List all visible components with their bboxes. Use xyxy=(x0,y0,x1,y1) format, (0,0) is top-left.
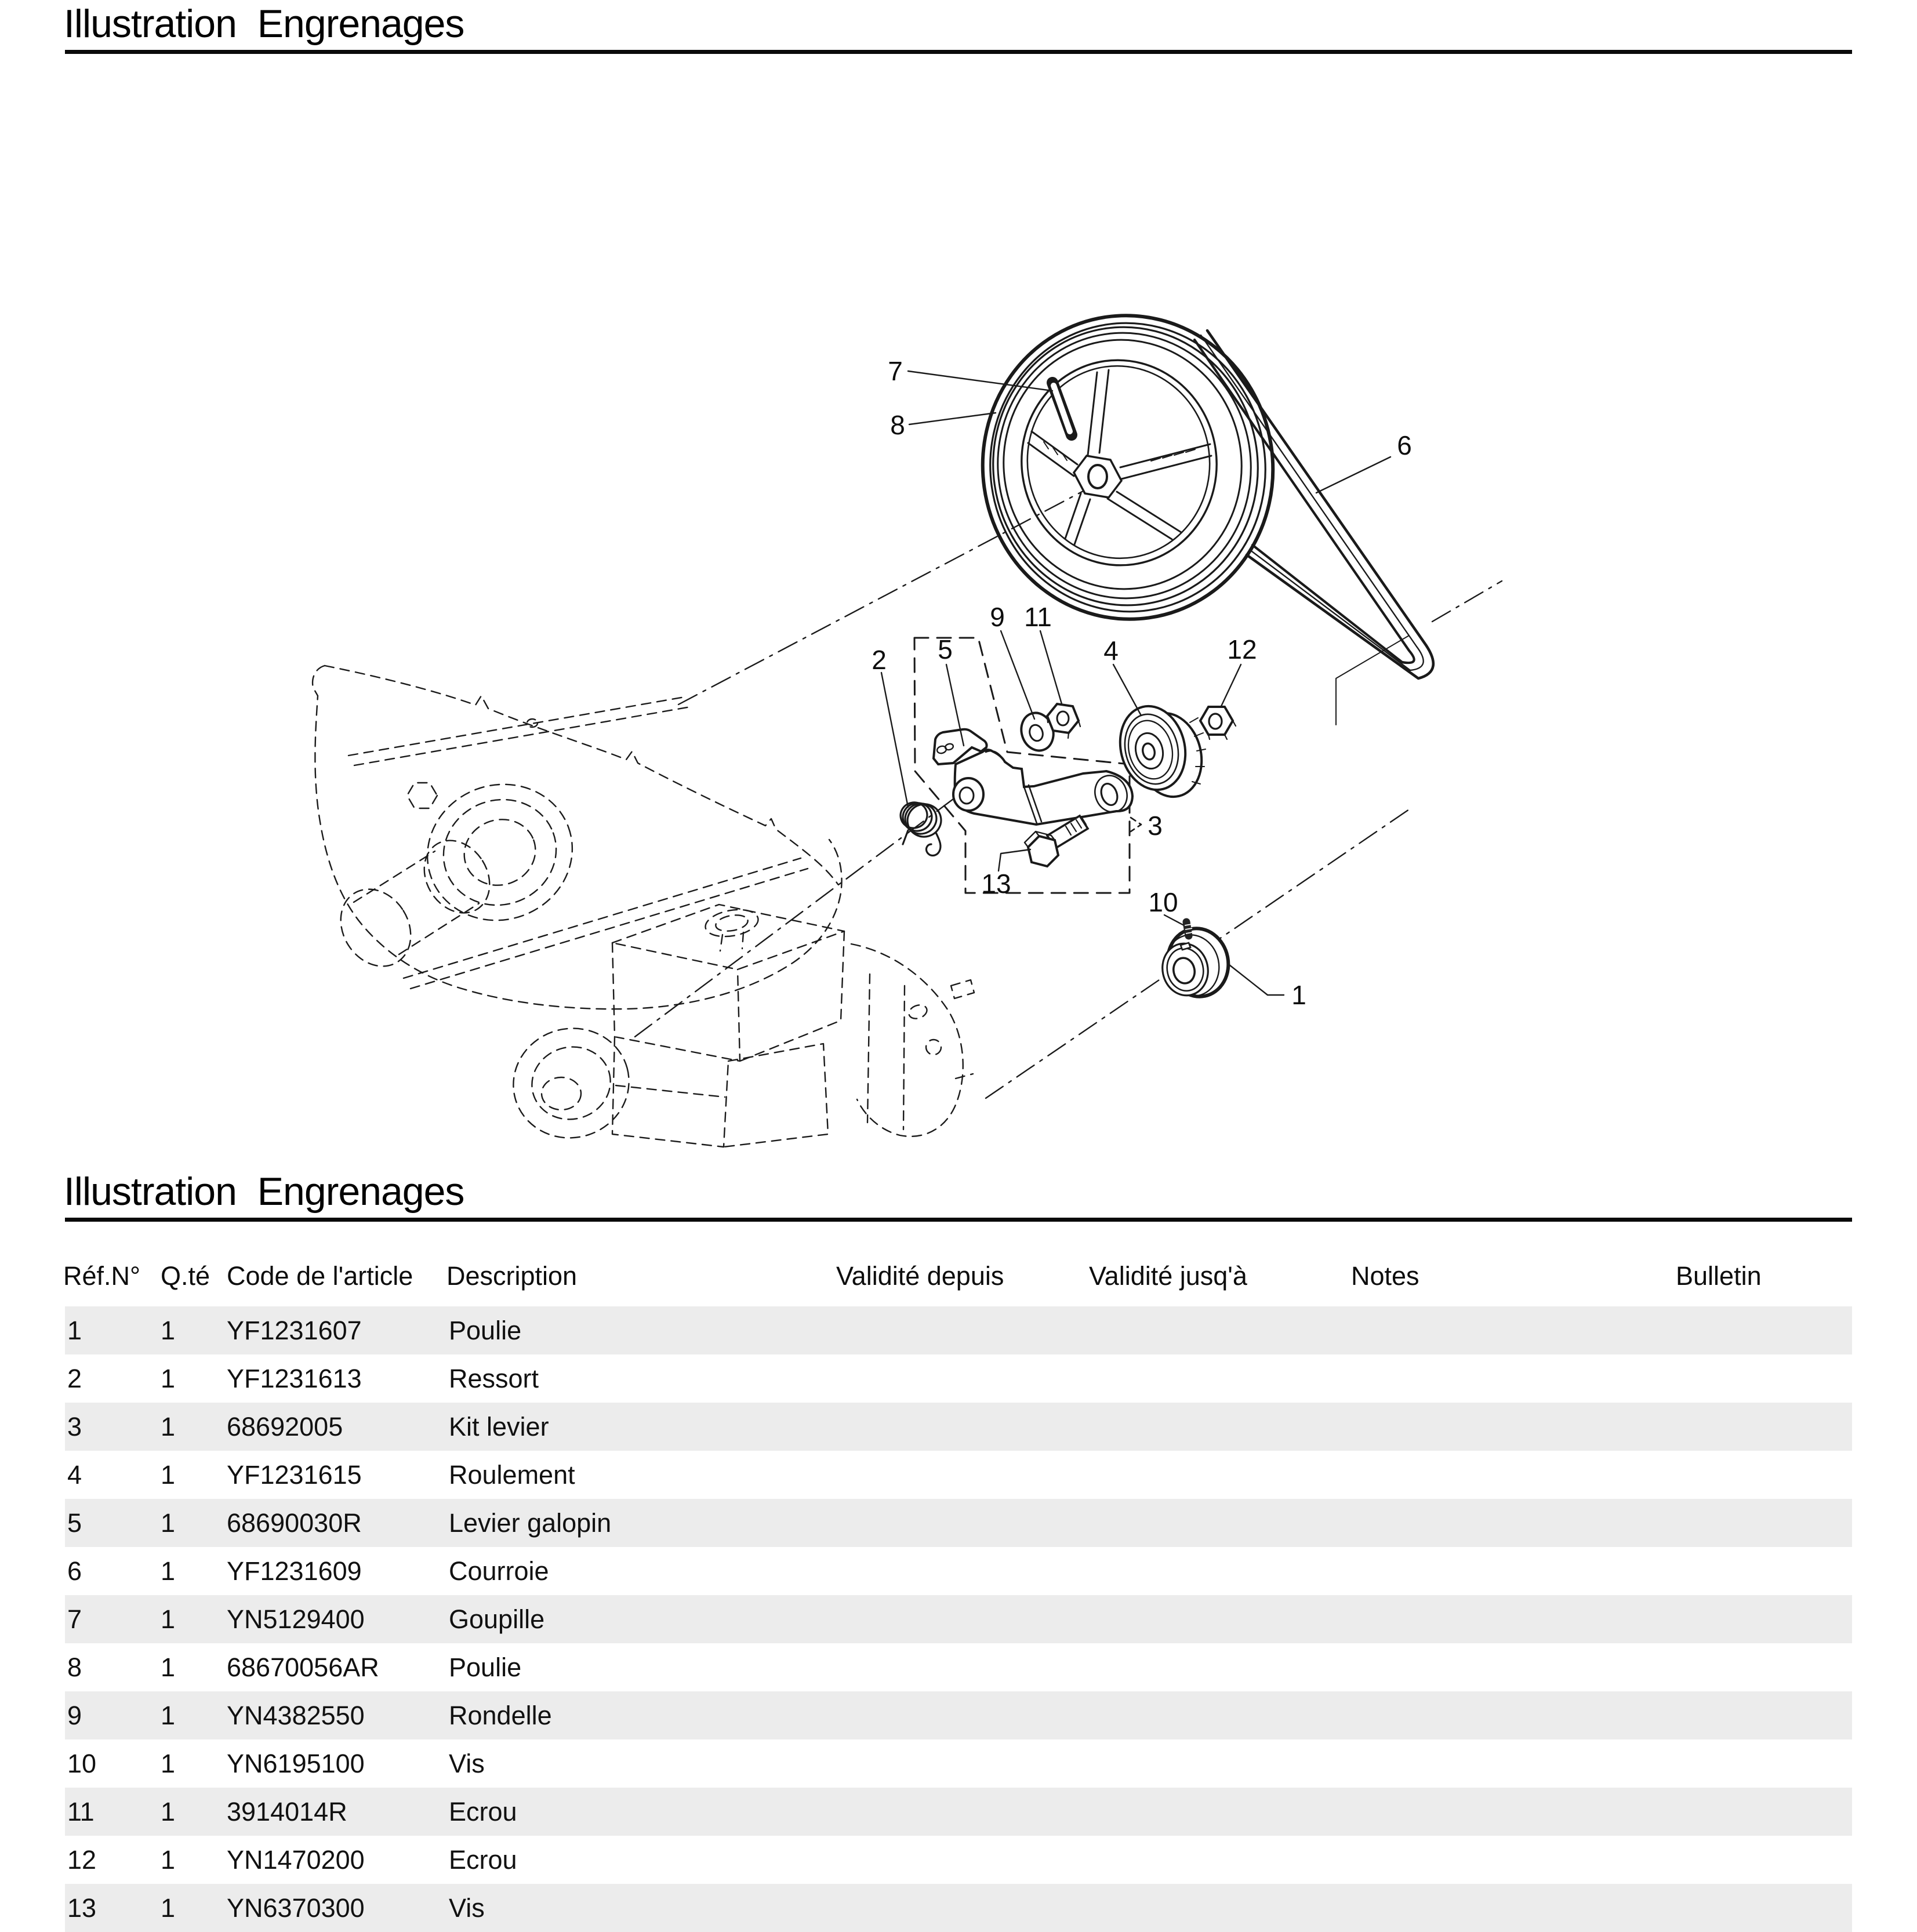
cell-qty: 1 xyxy=(161,1893,176,1923)
kit-box-outline xyxy=(914,638,1130,893)
cell-ref: 8 xyxy=(67,1653,82,1682)
cell-desc: Kit levier xyxy=(449,1412,549,1441)
cell-qty: 1 xyxy=(161,1653,176,1682)
hub-bore xyxy=(1088,465,1107,488)
cell-desc: Ecrou xyxy=(449,1797,517,1826)
cell-code: YN5129400 xyxy=(227,1604,365,1634)
callout-1: 1 xyxy=(1291,980,1306,1010)
callout-4: 4 xyxy=(1103,635,1119,666)
housing-ring-mid xyxy=(429,784,571,921)
leader-9 xyxy=(1001,631,1034,719)
callout-3: 3 xyxy=(1148,811,1163,841)
pin-7 xyxy=(1052,383,1072,435)
cell-desc: Ressort xyxy=(449,1364,539,1393)
flywheel-outer xyxy=(501,1015,641,1150)
cell-qty: 1 xyxy=(161,1604,176,1634)
table-row xyxy=(65,1643,1852,1691)
table-row xyxy=(65,1836,1852,1884)
spoke-hatching xyxy=(1044,442,1195,461)
leader-1 xyxy=(1229,965,1284,995)
cell-desc: Poulie xyxy=(449,1316,522,1345)
leader-13 xyxy=(999,849,1030,871)
cell-ref: 12 xyxy=(67,1845,97,1875)
fuel-cap-neck xyxy=(720,932,743,951)
belt-on-wheel-inner xyxy=(972,305,1284,629)
table-row xyxy=(65,1354,1852,1403)
cell-code: YN6370300 xyxy=(227,1893,365,1923)
crankcase-boss xyxy=(926,1040,941,1055)
reference-line xyxy=(1336,635,1409,725)
cell-ref: 9 xyxy=(67,1701,82,1730)
leader-8 xyxy=(909,413,996,424)
cell-desc: Roulement xyxy=(449,1460,575,1490)
cell-code: 3914014R xyxy=(227,1797,347,1826)
section-rule xyxy=(65,1218,1852,1222)
cell-desc: Poulie xyxy=(449,1653,522,1682)
table-row xyxy=(65,1691,1852,1739)
crankcase-ribs xyxy=(867,974,905,1130)
leader-2 xyxy=(881,673,908,807)
section-title: Illustration Engrenages xyxy=(64,1170,464,1214)
cell-qty: 1 xyxy=(161,1797,176,1826)
cell-qty: 1 xyxy=(161,1412,176,1441)
cell-desc: Goupille xyxy=(449,1604,545,1634)
cell-qty: 1 xyxy=(161,1364,176,1393)
pulley-8-wheel xyxy=(963,297,1292,638)
col-header-code: Code de l'article xyxy=(227,1261,413,1291)
cell-ref: 2 xyxy=(67,1364,82,1393)
fuel-cap-inner xyxy=(714,913,749,933)
table-row xyxy=(65,1451,1852,1499)
cell-qty: 1 xyxy=(161,1701,176,1730)
callout-2: 2 xyxy=(872,645,887,675)
cell-ref: 1 xyxy=(67,1316,82,1345)
callout-8: 8 xyxy=(890,410,905,440)
cell-desc: Courroie xyxy=(449,1556,549,1586)
cell-ref: 5 xyxy=(67,1508,82,1538)
fan-shroud-outline xyxy=(313,666,842,1009)
cell-qty: 1 xyxy=(161,1556,176,1586)
spring-leg xyxy=(903,830,908,844)
callout-10: 10 xyxy=(1148,887,1178,917)
cell-ref: 6 xyxy=(67,1556,82,1586)
cell-code: YF1231613 xyxy=(227,1364,362,1393)
cell-code: YF1231615 xyxy=(227,1460,362,1490)
table-row xyxy=(65,1884,1852,1932)
crankcase-port xyxy=(907,1003,929,1021)
table-row xyxy=(65,1547,1852,1595)
axis-engine-to-wheel xyxy=(678,481,1102,704)
shroud-top-edge xyxy=(325,666,838,884)
handle-tube-upper xyxy=(348,697,691,765)
cell-code: YF1231607 xyxy=(227,1316,362,1345)
cell-desc: Ecrou xyxy=(449,1845,517,1875)
cell-ref: 4 xyxy=(67,1460,82,1490)
callout-11: 11 xyxy=(1024,602,1052,632)
page-title: Illustration Engrenages xyxy=(64,2,464,46)
cell-code: 68670056AR xyxy=(227,1653,379,1682)
bracket-boss-bore xyxy=(960,787,974,804)
cell-ref: 11 xyxy=(67,1797,95,1826)
belt-on-wheel-outer xyxy=(963,297,1292,638)
cell-code: 68692005 xyxy=(227,1412,343,1441)
table-row xyxy=(65,1739,1852,1788)
cell-qty: 1 xyxy=(161,1508,176,1538)
cell-ref: 3 xyxy=(67,1412,82,1441)
axis-spring xyxy=(635,796,958,1037)
col-header-notes: Notes xyxy=(1351,1261,1419,1291)
cell-ref: 10 xyxy=(67,1749,97,1778)
engine-block xyxy=(612,1037,828,1147)
cell-qty: 1 xyxy=(161,1460,176,1490)
leader-12 xyxy=(1221,664,1241,706)
callout-13: 13 xyxy=(981,869,1011,899)
cell-code: YN4382550 xyxy=(227,1701,365,1730)
callout-6: 6 xyxy=(1397,430,1412,460)
axis-belt-tip xyxy=(1432,581,1502,622)
nut-12 xyxy=(1200,707,1236,739)
engine-nut-detail xyxy=(407,783,437,808)
cell-code: 68690030R xyxy=(227,1508,362,1538)
table-row xyxy=(65,1306,1852,1354)
col-header-qty: Q.té xyxy=(161,1261,210,1291)
col-header-valid-from: Validité depuis xyxy=(836,1261,1004,1291)
cell-qty: 1 xyxy=(161,1749,176,1778)
kit-box-pointer xyxy=(1131,818,1141,831)
callout-9: 9 xyxy=(990,602,1005,632)
shaft-drum-back xyxy=(411,828,503,925)
callout-12: 12 xyxy=(1227,634,1257,664)
callout-numbers xyxy=(872,356,1412,1010)
leader-6 xyxy=(1316,457,1390,493)
housing-ring-inner xyxy=(455,809,545,895)
table-row xyxy=(65,1788,1852,1836)
leader-4 xyxy=(1113,664,1141,716)
cell-qty: 1 xyxy=(161,1845,176,1875)
flywheel-hub xyxy=(542,1077,581,1110)
belt-outer-edge xyxy=(1207,331,1433,678)
col-header-valid-to: Validité jusq'à xyxy=(1089,1261,1247,1291)
table-row xyxy=(65,1499,1852,1547)
parts-table xyxy=(65,1306,1852,1932)
cell-desc: Rondelle xyxy=(449,1701,552,1730)
shaft-drum-sides xyxy=(354,851,479,954)
cell-code: YN1470200 xyxy=(227,1845,365,1875)
screw-10 xyxy=(1185,922,1192,936)
col-header-desc: Description xyxy=(446,1261,578,1291)
housing-ring-outer xyxy=(408,764,591,940)
cell-desc: Levier galopin xyxy=(449,1508,612,1538)
leader-lines xyxy=(881,371,1390,995)
pulley-1 xyxy=(1157,923,1235,1002)
cell-qty: 1 xyxy=(161,1316,176,1345)
face-edge-outer xyxy=(1008,347,1230,578)
cell-ref: 13 xyxy=(67,1893,97,1923)
table-row xyxy=(65,1403,1852,1451)
bolt-head xyxy=(1028,836,1058,866)
cell-desc: Vis xyxy=(449,1893,485,1923)
leader-11 xyxy=(1040,631,1062,704)
col-header-ref: Réf.N° xyxy=(63,1261,141,1291)
engine-outline xyxy=(313,666,974,1151)
col-header-bulletin: Bulletin xyxy=(1676,1261,1762,1291)
callout-5: 5 xyxy=(938,634,953,664)
face-edge-inner xyxy=(1015,354,1222,570)
spring-2 xyxy=(898,800,945,856)
belt-inner-edge xyxy=(1195,340,1414,663)
cell-desc: Vis xyxy=(449,1749,485,1778)
callout-7: 7 xyxy=(888,356,903,386)
cell-code: YF1231609 xyxy=(227,1556,362,1586)
cell-ref: 7 xyxy=(67,1604,82,1634)
flywheel-mid xyxy=(524,1038,618,1128)
belt-center-line xyxy=(1201,335,1424,670)
table-row xyxy=(65,1595,1852,1643)
cell-code: YN6195100 xyxy=(227,1749,365,1778)
